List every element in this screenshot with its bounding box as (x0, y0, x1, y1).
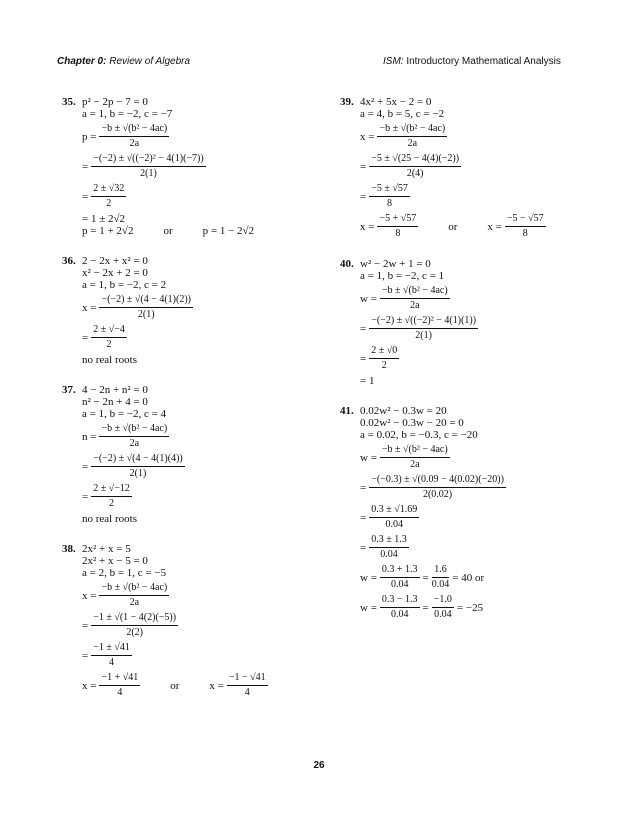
fraction-step (82, 483, 322, 510)
step-lhs: w = (360, 292, 377, 305)
fraction-denominator: 4 (109, 657, 115, 668)
fraction-numerator: 0.3 + 1.3 (380, 564, 420, 578)
step-lhs: = (360, 511, 367, 524)
fraction-denominator: 8 (387, 198, 393, 209)
fraction-denominator: 2a (129, 138, 140, 149)
problem-37 (62, 384, 322, 525)
fraction-numerator: −b ± √(b² − 4ac) (380, 285, 450, 299)
fraction-step (82, 642, 322, 669)
fraction-denominator: 2a (129, 597, 140, 608)
problem-number: 38. (62, 543, 76, 555)
fraction-numerator: −(−2) ± √((−2)² − 4(1)(−7)) (91, 153, 205, 167)
step-lhs: w = (360, 451, 377, 464)
equation-line: 4 − 2n + n² = 0 (82, 384, 148, 396)
fraction-numerator: −(−2) ± √(4 − 4(1)(4)) (91, 453, 185, 467)
fraction-step (82, 294, 322, 321)
step-lhs: = (82, 619, 89, 632)
problem-38 (62, 543, 322, 699)
fraction-step (360, 345, 600, 372)
equation-line: n² − 2n + 4 = 0 (82, 396, 148, 408)
conclusion-line: no real roots (82, 513, 137, 525)
step-lhs: = (82, 460, 89, 473)
fraction-numerator: 0.3 ± 1.3 (369, 534, 409, 548)
fraction-numerator: −5 + √57 (377, 213, 418, 227)
fraction-numerator: −1 − √41 (227, 672, 268, 686)
solution-result: = −25 (456, 601, 484, 614)
equation-line: p² − 2p − 7 = 0 (82, 96, 148, 108)
fraction-numerator: −b ± √(b² − 4ac) (99, 582, 169, 596)
or-text: or (448, 220, 458, 233)
fraction-numerator: −5 − √57 (505, 213, 546, 227)
step-lhs: = (360, 352, 367, 365)
step-lhs: x = (360, 130, 375, 143)
fraction-denominator: 2a (407, 138, 418, 149)
fraction-numerator: −(−2) ± √((−2)² − 4(1)(1)) (369, 315, 478, 329)
fraction-denominator: 2(2) (126, 627, 143, 638)
solution-1: p = 1 + 2√2 (82, 225, 134, 237)
fraction-denominator: 2(1) (140, 168, 157, 179)
fraction-numerator: −b ± √(b² − 4ac) (99, 423, 169, 437)
step-lhs: x = (82, 301, 97, 314)
step-lhs: = (360, 322, 367, 335)
problem-number: 36. (62, 255, 76, 267)
fraction-step (360, 444, 600, 471)
chapter-header (57, 56, 190, 67)
fraction-denominator: 2 (381, 360, 387, 371)
solution-line (82, 672, 322, 699)
equation-line: 2x² + x = 5 (82, 543, 131, 555)
fraction-step (82, 324, 322, 351)
fraction-numerator: −1 ± √41 (91, 642, 132, 656)
step-lhs: p = (82, 130, 97, 143)
fraction-numerator: −5 ± √(25 − 4(4)(−2)) (369, 153, 461, 167)
equation-line: 2x² + x − 5 = 0 (82, 555, 148, 567)
fraction-step (360, 474, 600, 501)
fraction-numerator: −1.0 (432, 594, 454, 608)
fraction-step (360, 153, 600, 180)
solution-lhs: w = (360, 571, 377, 584)
step-lhs: = (82, 490, 89, 503)
problem-number: 37. (62, 384, 76, 396)
fraction-denominator: 2a (129, 438, 140, 449)
fraction-denominator: 0.04 (390, 579, 409, 590)
solution-result: = 40 or (452, 571, 485, 584)
solution-line (360, 564, 600, 591)
fraction-step (82, 123, 322, 150)
fraction-step (360, 315, 600, 342)
fraction-numerator: 2 ± √32 (91, 183, 126, 197)
problem-41 (340, 405, 600, 621)
fraction-numerator: 0.3 − 1.3 (380, 594, 420, 608)
fraction-denominator: 4 (244, 687, 250, 698)
coefficients-line: a = 1, b = −2, c = 2 (82, 279, 167, 291)
or-text: or (170, 679, 180, 692)
fraction-denominator: 8 (395, 228, 401, 239)
step-lhs: = (360, 190, 367, 203)
fraction-denominator: 2a (410, 300, 420, 311)
book-abbr: ISM: (383, 56, 404, 67)
coefficients-line: a = 1, b = −2, c = −7 (82, 108, 173, 120)
fraction-denominator: 0.04 (434, 609, 452, 620)
fraction-denominator: 2 (106, 198, 112, 209)
problem-number: 39. (340, 96, 354, 108)
book-title: Introductory Mathematical Analysis (406, 56, 561, 67)
fraction-numerator: −b ± √(b² − 4ac) (377, 123, 447, 137)
step-lhs: n = (82, 430, 97, 443)
fraction-numerator: 1.6 (432, 564, 449, 578)
solution-1-lhs: x = (82, 679, 97, 692)
problem-number: 41. (340, 405, 354, 417)
or-text: or (163, 225, 173, 237)
fraction-denominator: 2(1) (137, 309, 155, 320)
problem-36 (62, 255, 322, 366)
fraction-step (82, 153, 322, 180)
step-lhs: = (82, 190, 89, 203)
fraction-step (82, 582, 322, 609)
fraction-denominator: 2(1) (415, 330, 432, 341)
equation-line: 0.02w² − 0.3w = 20 (360, 405, 447, 417)
book-header (383, 56, 561, 67)
coefficients-line: a = 2, b = 1, c = −5 (82, 567, 167, 579)
equals-sign: = (422, 601, 429, 614)
simplified-line: = 1 ± 2√2 (82, 213, 126, 225)
equation-line: w² − 2w + 1 = 0 (360, 258, 431, 270)
solution-lhs: w = (360, 601, 377, 614)
fraction-denominator: 8 (522, 228, 528, 239)
fraction-numerator: −b ± √(b² − 4ac) (99, 123, 169, 137)
left-column (62, 96, 322, 717)
step-lhs: = (82, 160, 89, 173)
coefficients-line: a = 1, b = −2, c = 4 (82, 408, 167, 420)
step-lhs: = (360, 160, 367, 173)
fraction-denominator: 0.04 (380, 549, 398, 560)
problem-number: 35. (62, 96, 76, 108)
fraction-denominator: 2(0.02) (422, 489, 453, 500)
solution-line (360, 213, 600, 240)
fraction-denominator: 2a (410, 459, 420, 470)
right-column (340, 96, 600, 639)
fraction-numerator: 2 ± √0 (369, 345, 399, 359)
problem-40 (340, 258, 600, 387)
fraction-denominator: 0.04 (390, 609, 409, 620)
solution-line (82, 225, 322, 237)
chapter-label: Chapter 0: (57, 56, 107, 67)
fraction-numerator: 2 ± √−4 (91, 324, 127, 338)
fraction-step (360, 123, 600, 150)
fraction-denominator: 2 (109, 498, 115, 509)
page-number: 26 (313, 760, 325, 771)
fraction-numerator: −(−2) ± √(4 − 4(1)(2)) (99, 294, 193, 308)
solution-line (360, 594, 600, 621)
chapter-title: Review of Algebra (109, 56, 191, 67)
fraction-step (360, 504, 600, 531)
fraction-numerator: −(−0.3) ± √(0.09 − 4(0.02)(−20)) (369, 474, 506, 488)
fraction-step (360, 183, 600, 210)
fraction-denominator: 0.04 (385, 519, 403, 530)
equals-sign: = (422, 571, 429, 584)
equation-line: 4x² + 5x − 2 = 0 (360, 96, 432, 108)
fraction-step (82, 612, 322, 639)
problem-number: 40. (340, 258, 354, 270)
coefficients-line: a = 0.02, b = −0.3, c = −20 (360, 429, 478, 441)
fraction-denominator: 2(4) (406, 168, 424, 179)
solution-2: p = 1 − 2√2 (202, 225, 255, 237)
step-lhs: = (360, 481, 367, 494)
equation-line: 0.02w² − 0.3w − 20 = 0 (360, 417, 464, 429)
fraction-step (82, 183, 322, 210)
fraction-numerator: −1 + √41 (99, 672, 140, 686)
equation-line: 2 − 2x + x² = 0 (82, 255, 148, 267)
problem-35 (62, 96, 322, 237)
fraction-numerator: −b ± √(b² − 4ac) (380, 444, 450, 458)
step-lhs: x = (82, 589, 97, 602)
fraction-numerator: 0.3 ± √1.69 (369, 504, 419, 518)
fraction-numerator: −1 ± √(1 − 4(2)(−5)) (91, 612, 178, 626)
fraction-numerator: −5 ± √57 (369, 183, 410, 197)
result-line: = 1 (360, 375, 375, 387)
fraction-denominator: 2 (106, 339, 112, 350)
coefficients-line: a = 4, b = 5, c = −2 (360, 108, 445, 120)
fraction-step (360, 534, 600, 561)
coefficients-line: a = 1, b = −2, c = 1 (360, 270, 445, 282)
step-lhs: = (82, 331, 89, 344)
fraction-step (82, 453, 322, 480)
fraction-denominator: 4 (117, 687, 123, 698)
fraction-step (360, 285, 600, 312)
solution-2-lhs: x = (487, 220, 502, 233)
conclusion-line: no real roots (82, 354, 137, 366)
fraction-step (82, 423, 322, 450)
problem-39 (340, 96, 600, 240)
fraction-denominator: 0.04 (431, 579, 450, 590)
solution-2-lhs: x = (209, 679, 224, 692)
fraction-numerator: 2 ± √−12 (91, 483, 132, 497)
fraction-denominator: 2(1) (129, 468, 147, 479)
step-lhs: = (360, 541, 367, 554)
equation-line: x² − 2x + 2 = 0 (82, 267, 148, 279)
step-lhs: = (82, 649, 89, 662)
solution-1-lhs: x = (360, 220, 375, 233)
